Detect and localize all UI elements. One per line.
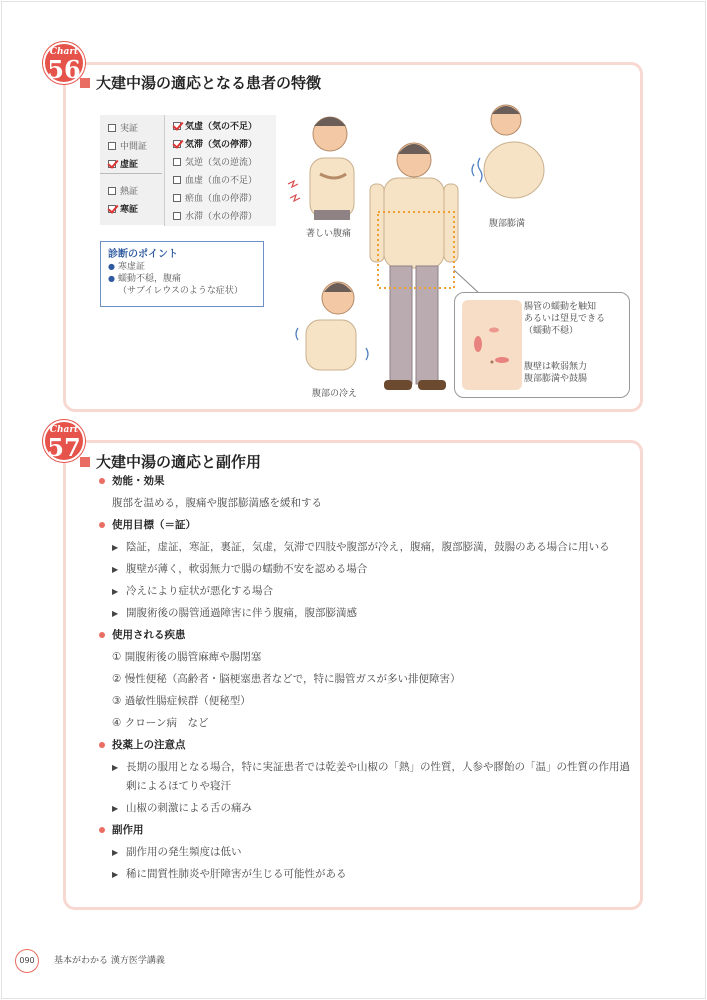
checkbox-icon — [173, 194, 181, 202]
diagnosis-divider — [100, 173, 162, 174]
chart-57-title-text: 大建中湯の適応と副作用 — [96, 453, 262, 471]
diagnosis-item: 中間証 — [100, 138, 162, 156]
list-item: ② 慢性便秘（高齢者・脳梗塞患者などで，特に腸管ガスが多い排便障害） — [112, 673, 461, 685]
section-heading: 副作用 — [98, 819, 638, 841]
abdominal-distension-label: 腹部膨満 — [489, 219, 526, 229]
diagnosis-table — [100, 115, 276, 225]
chart-56-title-text: 大建中湯の適応となる患者の特徴 — [96, 74, 322, 92]
diagnosis-points-box — [100, 241, 264, 307]
chart-badge-number: 57 — [47, 433, 81, 462]
chart-56-title — [80, 72, 321, 93]
diagnosis-point: ● 寒虚証 — [108, 261, 256, 273]
diagnosis-item: 瘀血（血の停滞） — [165, 190, 276, 208]
section-text: 腹部を温める，腹痛や腹部膨満感を緩和する — [112, 497, 322, 509]
diagnosis-item: 虚証 — [100, 156, 162, 174]
checkbox-icon — [108, 142, 116, 150]
callout-abdominal-wall-text: 腹壁は軟弱無力 腹部膨満や鼓腸 — [524, 362, 588, 384]
diagnosis-right-column — [164, 115, 276, 226]
chart-57-content — [98, 470, 638, 885]
checkbox-icon — [108, 187, 116, 195]
diagnosis-points-title: 診断のポイント — [108, 249, 178, 260]
diagnosis-item: 気滞（気の停滞） — [165, 136, 276, 154]
chart-57-title — [80, 451, 261, 472]
checkbox-icon — [173, 176, 181, 184]
section-heading: 使用目標（＝証） — [98, 514, 638, 536]
diagnosis-point: ● 蠕動不穏，腹痛 — [108, 273, 256, 285]
checkbox-icon — [173, 212, 181, 220]
list-item: ▶ 開腹術後の腸管通過障害に伴う腹痛，腹部膨満感 — [98, 602, 638, 624]
callout-peristalsis-text: 腸管の蠕動を触知 あるいは望見できる （蠕動不穏） — [524, 302, 606, 336]
list-item: ④ クローン病 など — [112, 717, 209, 729]
chart-badge-label: Chart — [49, 47, 79, 57]
chart-badge-label: Chart — [49, 425, 79, 435]
diagnosis-item: 気逆（気の逆流） — [165, 154, 276, 172]
abdominal-distension-figure-icon — [472, 105, 544, 198]
section-heading: 投薬上の注意点 — [98, 734, 638, 756]
section-heading: 効能・効果 — [98, 470, 638, 492]
diagnosis-point-sub: （サブイレウスのような症状） — [118, 286, 243, 296]
abdomen-closeup-icon — [462, 300, 522, 390]
diagnosis-item: 実証 — [100, 120, 162, 138]
abdominal-pain-figure-icon — [288, 117, 354, 220]
checked-checkbox-icon — [108, 205, 116, 213]
abdominal-cold-label: 腹部の冷え — [312, 389, 358, 399]
checkbox-icon — [173, 158, 181, 166]
abdominal-pain-label: 著しい腹痛 — [306, 229, 352, 239]
abdominal-cold-figure-icon — [296, 282, 368, 370]
page-number: 090 — [15, 949, 39, 973]
diagnosis-item: 気虚（気の不足） — [165, 118, 276, 136]
checked-checkbox-icon — [108, 160, 116, 168]
diagnosis-item: 水滞（水の停滞） — [165, 208, 276, 226]
list-item: ▶ 陰証，虚証，寒証，裏証，気虚，気滞で四肢や腹部が冷え，腹痛，腹部膨満，鼓腸のある場合に用いる — [98, 536, 638, 558]
chart-badge-number: 56 — [47, 55, 81, 84]
checked-checkbox-icon — [173, 140, 181, 148]
diagnosis-item: 熱証 — [100, 183, 162, 201]
list-item: ▶ 長期の服用となる場合，特に実証患者では乾姜や山椒の「熱」の性質，人参や膠飴の「温」の性質の作用過剰によるほてりや寝汗 — [98, 756, 638, 797]
diagnosis-item: 寒証 — [100, 201, 162, 219]
chart-57-badge — [43, 420, 85, 462]
section-heading: 使用される疾患 — [98, 624, 638, 646]
diagnosis-item: 血虚（血の不足） — [165, 172, 276, 190]
list-item: ▶ 腹壁が薄く，軟弱無力で腸の蠕動不安を認める場合 — [98, 558, 638, 580]
list-item: ① 開腹術後の腸管麻痺や腸閉塞 — [112, 651, 262, 663]
list-item: ▶ 副作用の発生頻度は低い — [98, 841, 638, 863]
diagnosis-left-column — [100, 115, 162, 219]
list-item: ▶ 稀に間質性肺炎や肝障害が生じる可能性がある — [98, 863, 638, 885]
book-title: 基本がわかる 漢方医学講義 — [54, 956, 165, 966]
list-item: ③ 過敏性腸症候群（便秘型） — [112, 695, 251, 707]
list-item: ▶ 冷えにより症状が悪化する場合 — [98, 580, 638, 602]
checkbox-icon — [108, 124, 116, 132]
list-item: ▶ 山椒の刺激による舌の痛み — [98, 797, 638, 819]
chart-56-badge — [43, 42, 85, 84]
checked-checkbox-icon — [173, 122, 181, 130]
